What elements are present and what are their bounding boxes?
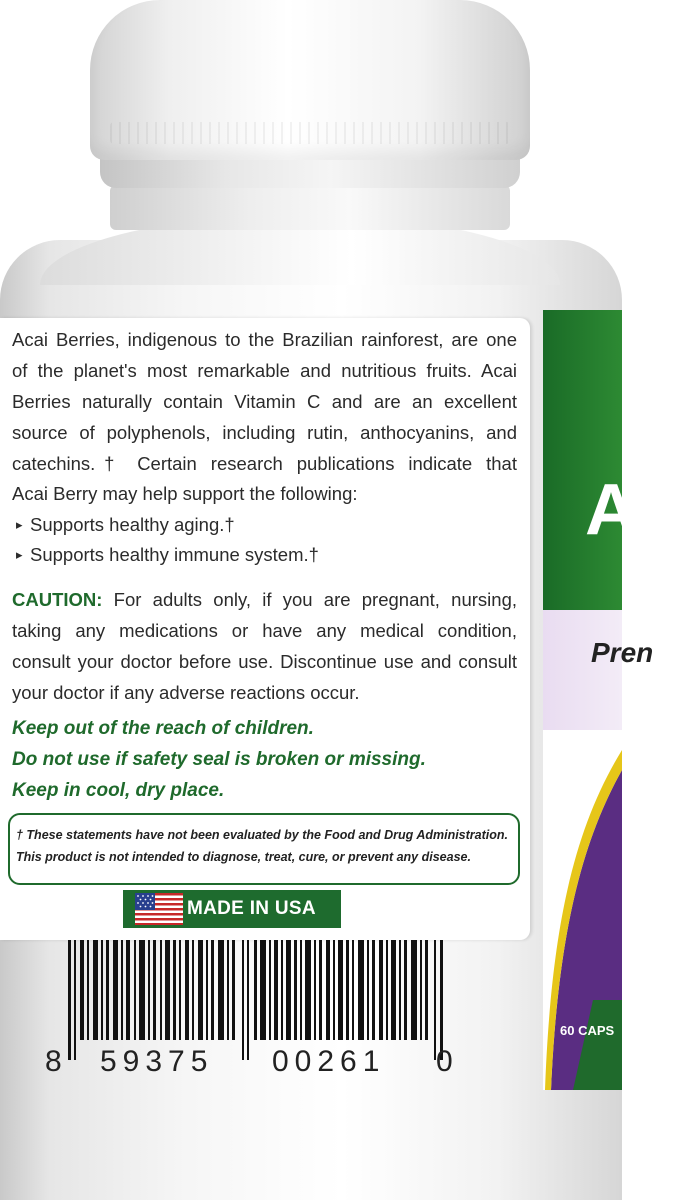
us-flag-icon bbox=[135, 893, 183, 925]
warnings-block bbox=[12, 713, 517, 806]
bullet-arrow-icon: ▸ bbox=[16, 517, 23, 532]
list-item bbox=[16, 510, 319, 540]
front-product-name: Ac bbox=[585, 470, 677, 550]
caution-text: For adults only, if you are pregnant, nursing, taking any medications or have any medical condition, consult your doctor before use. Discontinue use and consult your doctor if any adverse reactions occur. bbox=[12, 589, 517, 703]
front-capsule-count: 60 CAPS bbox=[560, 1023, 615, 1038]
description-line: catechins.† Certain research publications indicate that bbox=[12, 453, 517, 474]
description-line: Acai Berries, indigenous to the Brazilian rainforest, are one bbox=[12, 329, 517, 350]
description-line: of the planet's most remarkable and nutritious fruits. Acai bbox=[12, 360, 517, 381]
benefit-text: Supports healthy immune system.† bbox=[30, 544, 319, 565]
barcode-digit: 8 bbox=[45, 1045, 62, 1078]
warning-line: Keep in cool, dry place. bbox=[12, 780, 225, 801]
front-label bbox=[543, 310, 677, 1090]
front-label-green-panel bbox=[543, 310, 622, 610]
front-subtitle: Pren bbox=[591, 637, 654, 668]
barcode-digits-right: 00261 bbox=[272, 1045, 386, 1078]
benefit-list bbox=[16, 510, 319, 570]
description-line: Acai Berry may help support the following: bbox=[12, 483, 358, 504]
list-item bbox=[16, 540, 319, 570]
caution-paragraph bbox=[12, 584, 517, 708]
barcode-digit: 0 bbox=[436, 1045, 453, 1078]
barcode-digits-left: 59375 bbox=[100, 1045, 214, 1078]
cap-ridges bbox=[110, 122, 510, 144]
barcode-bars bbox=[68, 940, 448, 1060]
bottle-neck bbox=[110, 185, 510, 230]
fda-disclaimer-box bbox=[8, 813, 520, 885]
made-in-usa-badge bbox=[123, 890, 341, 928]
description-line: source of polyphenols, including rutin, anthocyanins, and bbox=[12, 422, 517, 443]
made-in-usa-text: MADE IN USA bbox=[187, 898, 316, 919]
bullet-arrow-icon: ▸ bbox=[16, 547, 23, 562]
fda-disclaimer-line: This product is not intended to diagnose, treat, cure, or prevent any disease. bbox=[16, 850, 471, 864]
fda-disclaimer-line: † These statements have not been evaluated by the Food and Drug Administration. bbox=[16, 828, 508, 842]
caution-label: CAUTION: bbox=[12, 589, 103, 610]
benefit-text: Supports healthy aging.† bbox=[30, 514, 235, 535]
description-line: Berries naturally contain Vitamin C and are an excellent bbox=[12, 391, 517, 412]
warning-line: Do not use if safety seal is broken or missing. bbox=[12, 749, 426, 770]
barcode bbox=[40, 940, 460, 1090]
warning-line: Keep out of the reach of children. bbox=[12, 718, 314, 739]
